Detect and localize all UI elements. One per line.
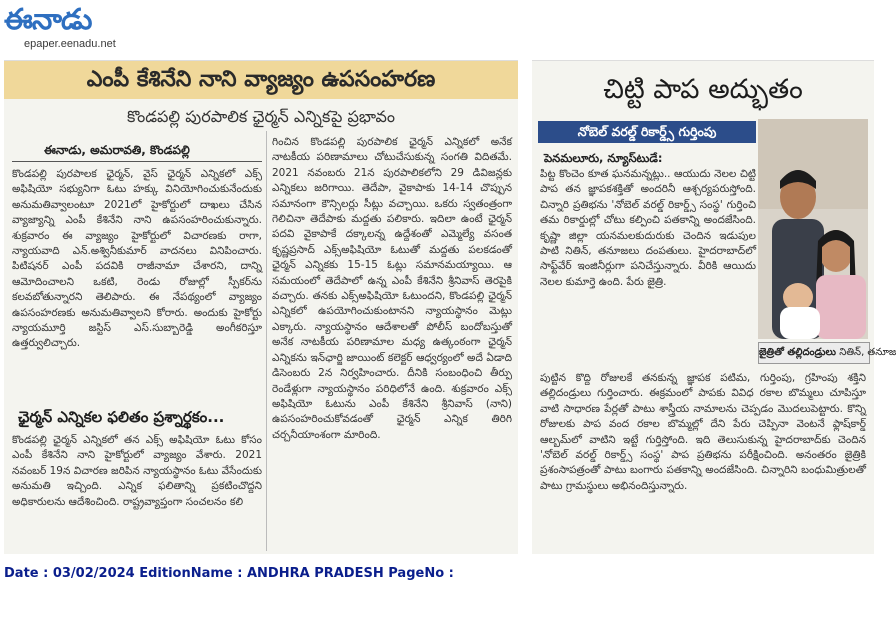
article-headline: చిట్టి పాప అద్భుతం <box>603 74 803 105</box>
article-dateline: ఈనాడు, అమరావతి, కొండపల్లి <box>44 143 190 157</box>
article-crosshead: ఛైర్మన్ ఎన్నికల ఫలితం ప్రశ్నార్థకం... <box>18 408 225 426</box>
photo-caption-names: నితిన్, తనూజ <box>836 347 896 358</box>
article-body-column-2: పుట్టిన కొద్ది రోజులకే తనకున్న జ్ఞాపక పటిమ, గుర్తింపు, గ్రహింపు శక్తిని తల్లిదండ్రులు గుర్తించారు. ఈక్రమంలో పాపకు వివిధ రకాల బొమ్మలు చూపిస్తూ వాటి సాధారణ పేర్లతో పాటు శాస్త్రీయ నామాలను చెప్పడం మొదలుపెట్టారు. కొన్ని రోజులకు పాప వంద రకాల బొమ్మల్లో దేని పేరు చెప్పినా వెంటనే ఫ్లాష్‌కార్డ్ ఆల్బమ్‌లో వాటిని ఇట్టే గుర్తిస్తోంది. ఇది తెలుసుకున్న హైదరాబాద్‌కు చెందిన 'నోబెల్ వరల్డ్ రికార్డ్స్ సంస్థ' పాప ప్రతిభను పరీక్షించింది. అనంతరం జైత్రికి ప్రశంసాపత్రంతో పాటు బంగారు పతకాన్ని అందజేసింది. చిన్నారిని బంధుమిత్రులతో పాటు గ్రామస్థులు అభినందిస్తున్నారు. <box>540 372 866 492</box>
article-dateline: పెనమలూరు, న్యూస్‌టుడే: <box>544 151 663 165</box>
family-photo <box>758 119 868 339</box>
article-subheadline: కొండపల్లి పురపాలిక ఛైర్మన్ ఎన్నికపై ప్రభావం <box>127 107 395 126</box>
column-divider <box>266 131 267 551</box>
article-headline: ఎంపీ కేశినేని నాని వ్యాజ్యం ఉపసంహరణ <box>4 61 518 99</box>
article-body-column-1: కొండపల్లి పురపాలక ఛైర్మన్, వైస్ ఛైర్మన్ ఎన్నికలో ఎక్స్ అఫిషియో సభ్యునిగా ఓటు హక్కు వినియోగించుకునేందుకు అనుమతివ్వాలంటూ 2021లో హైకోర్టులో దాఖలు చేసిన వ్యాజ్యాన్ని ఎంపీ కేశినేని నాని ఉపసంహరించుకున్నారు. శుక్రవారం ఈ వ్యాజ్యం హైకోర్టులో విచారణకు రాగా, న్యాయవాది ఎన్.అశ్వినీకుమార్ వాదనలు వినిపించారు. పిటిషనర్ ఎంపీ పదవికి రాజీనామా చేశారని, దాన్ని ఆమోదించాలని ఒకటి, రెండు రోజుల్లో స్పీకర్‌ను కలవబోతున్నారని తెలిపారు. ఈ నేపథ్యంలో వ్యాజ్యం ఉపసంహరణకు అనుమతివ్వాలని కోరారు. అందుకు హైకోర్టు న్యాయమూర్తి జస్టిస్ ఎస్.సుబ్బారెడ్డి అంగీకరిస్తూ ఉత్తర్వులిచ్చారు. <box>12 168 262 350</box>
photo-caption <box>758 342 896 364</box>
logo-url[interactable]: epaper.eenadu.net <box>24 38 116 50</box>
logo-text: ఈనాడు <box>4 2 92 36</box>
edition-info-footer: Date : 03/02/2024 EditionName : ANDHRA PRADESH PageNo : <box>4 566 454 581</box>
article-chitti-papa <box>532 60 896 554</box>
eenadu-logo[interactable] <box>4 2 138 52</box>
article-body-column-2: గించిన కొండపల్లి పురపాలిక ఛైర్మన్ ఎన్నికలో అనేక నాటకీయ పరిణామాలు చోటుచేసుకున్న సంగతి విదితమే. 2021 నవంబరు 21న పురపాలికలోని 29 డివిజన్లకు ఎన్నికలు జరిగాయి. తెదేపా, వైకాపాకు 14-14 చొప్పున సమానంగా కౌన్సిలర్లు సీట్లు వచ్చాయి. ఒకరు స్వతంత్రంగా గెలిచినా తెదేపాకు మద్దతు పలికారు. ఇదిలా ఉంటే ఛైర్మన్ పదవి వైకాపాకే దక్కాలన్న ఉద్దేశంతో ఎమ్మెల్యే వసంత కృష్ణప్రసాద్ ఎక్స్‌అఫిషియో ఓటుతో మద్దతు పలకడంతో ఛైర్మన్ ఎన్నికకు 15-15 ఓట్లు సమానమయ్యాయి. ఆ సమయంలో తెదేపాలో ఉన్న ఎంపీ కేశినేని శ్రీనివాస్ తెరపైకి వచ్చారు. తనకు ఎక్స్‌అఫిషియో ఓటుందని, కొండపల్లి ఛైర్మన్ ఎన్నికలో ఉపయోగించుకుంటానని న్యాయస్థానం మెట్లు ఎక్కారు. న్యాయస్థానం ఆదేశాలతో పోలీస్ బందోబస్తుతో అనేక నాటకీయ పరిణామాల మధ్య ఉత్కంఠంగా ఛైర్మన్ ఎన్నికను ఇన్‌ఛార్జి జాయింట్ కలెక్టర్ ఆధ్వర్యంలో అదే ఏడాది డిసెంబరు 2న నిర్వహించారు. దీనికి సంబంధించి తీర్పు రెండేళ్లుగా న్యాయస్థానం పరిధిలోనే ఉంది. శుక్రవారం ఎక్స్ అఫిషియో ఓటును ఎంపీ కేశినేని శ్రీనివాస్ (నాని) ఉపసంహరించుకోవడంతో ఛైర్మన్ ఎన్నిక తిరిగి చర్చనీయాంశంగా మారింది. <box>272 136 512 441</box>
family-photo-image <box>758 119 868 339</box>
dateline-rule <box>12 161 262 162</box>
article-subhead-banner: నోబెల్ వరల్డ్ రికార్డ్స్ గుర్తింపు <box>538 121 756 143</box>
photo-caption-bold: జైత్రితో తల్లిదండ్రులు <box>759 347 837 358</box>
article-body-column-1b: కొండపల్లి ఛైర్మన్ ఎన్నికలో తన ఎక్స్ అఫిషియో ఓటు కోసం ఎంపీ కేశినేని నాని హైకోర్టులో వ్యాజ్యం వేశారు. 2021 నవంబర్ 19న విచారణ జరిపిన న్యాయస్థానం ఓటు వేసేందుకు అనుమతి ఇచ్చింది. ఎన్నిక ఫలితాన్ని ప్రకటించొద్దని అధికారులను ఆదేశించింది. రాష్ట్రవ్యాప్తంగా సంచలనం కలి <box>12 434 262 508</box>
article-body-column-1: పిట్ట కొంచెం కూత ఘనమన్నట్లు.. ఆయుదు నెలల చిట్టి పాప తన జ్ఞాపకశక్తితో అందరినీ ఆశ్చర్యపరుస్తోంది. చిన్నారి ప్రతిభను 'నోబెల్ వరల్డ్ రికార్డ్స్ సంస్థ' గుర్తించి తమ రికార్డుల్లో చోటు కల్పించి పతకాన్ని అందజేసింది. కృష్ణా జిల్లా యనమలకుదురుకు చెందిన ఇడుపుల పాటి నితిన్, తనూజలు దంపతులు. హైదరాబాద్‌లో సాఫ్ట్‌వేర్ ఇంజినీర్లుగా పనిచేస్తున్నారు. వీరికి ఆయిదు నెలల కుమార్తె ఉంది. పేరు జైత్రి. <box>540 168 756 288</box>
article-kesineni-nani <box>4 60 518 554</box>
